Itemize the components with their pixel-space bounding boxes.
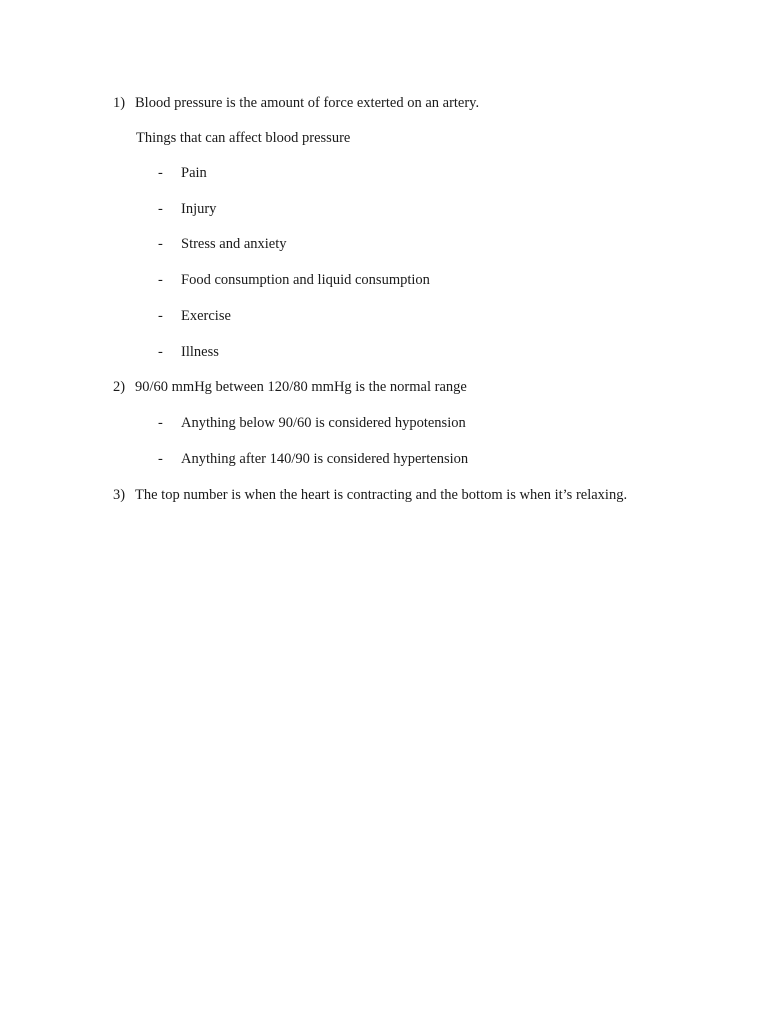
item-number: 3) <box>113 487 126 503</box>
item-text: Blood pressure is the amount of force exterted on an artery. <box>135 95 480 111</box>
bullet-marker: - <box>158 344 163 360</box>
bullet-item: Anything below 90/60 is considered hypotension <box>181 415 466 431</box>
subheading: Things that can affect blood pressure <box>136 130 351 146</box>
bullet-item: Food consumption and liquid consumption <box>181 272 430 288</box>
item-number: 1) <box>113 95 126 111</box>
bullet-marker: - <box>158 165 163 181</box>
bullet-marker: - <box>158 236 163 252</box>
bullet-marker: - <box>158 415 163 431</box>
item-text: 90/60 mmHg between 120/80 mmHg is the normal range <box>135 379 467 395</box>
bullet-marker: - <box>158 308 163 324</box>
item-number: 2) <box>113 379 126 395</box>
bullet-item: Exercise <box>181 308 231 324</box>
item-text: The top number is when the heart is contracting and the bottom is when it’s relaxing. <box>135 487 628 503</box>
bullet-item: Illness <box>181 344 219 360</box>
bullet-marker: - <box>158 272 163 288</box>
bullet-item: Anything after 140/90 is considered hypertension <box>181 451 469 467</box>
bullet-item: Injury <box>181 201 217 217</box>
bullet-marker: - <box>158 451 163 467</box>
bullet-item: Stress and anxiety <box>181 236 287 252</box>
bullet-item: Pain <box>181 165 207 181</box>
bullet-marker: - <box>158 201 163 217</box>
